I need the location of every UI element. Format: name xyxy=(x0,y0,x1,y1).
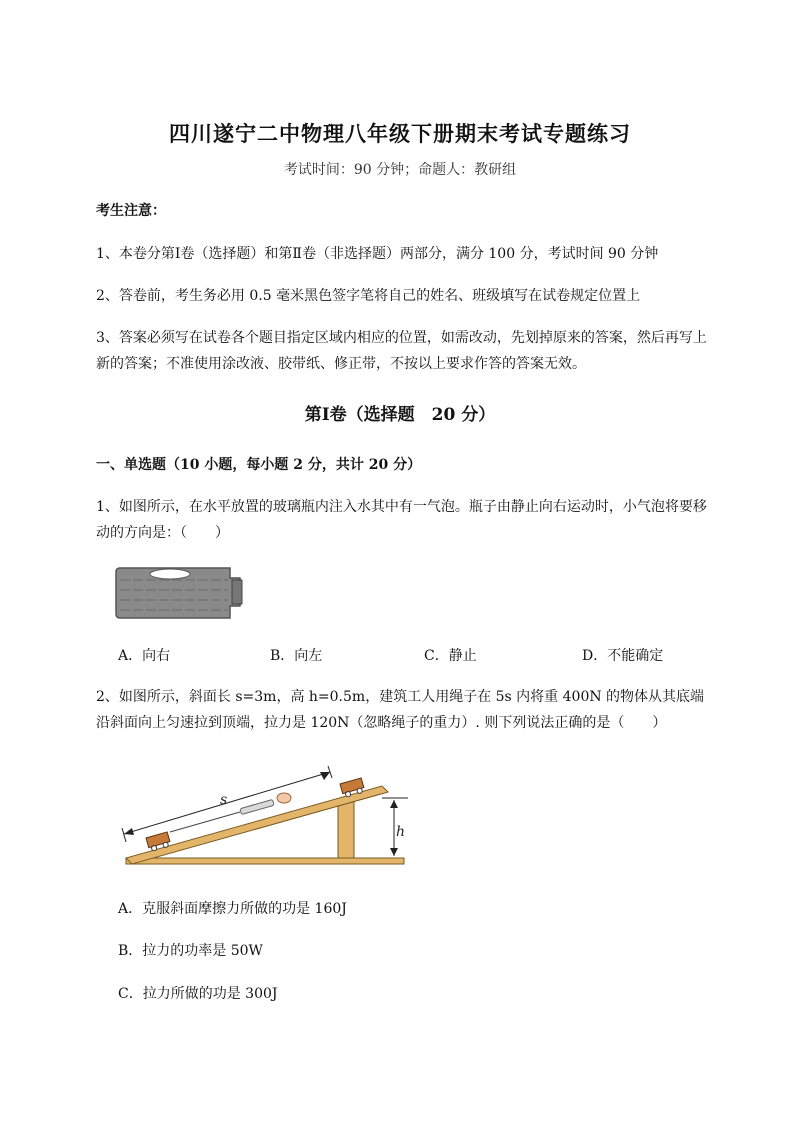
page-title: 四川遂宁二中物理八年级下册期末考试专题练习 xyxy=(169,121,631,146)
q2-option-b[interactable]: B．拉力的功率是 50W xyxy=(118,943,263,959)
label-h: h xyxy=(396,824,406,840)
question-2-text: 2、如图所示，斜面长 s=3m，高 h=0.5m，建筑工人用绳子在 5s 内将重 400N 的物体从其底端沿斜面向上匀速拉到顶端，拉力是 120N（忽略绳子的重力）. 则下列说法正确的是（ ） xyxy=(96,689,705,731)
notice-heading: 考生注意： xyxy=(96,203,166,219)
q2-option-a[interactable]: A．克服斜面摩擦力所做的功是 160J xyxy=(118,901,347,917)
q1-option-c[interactable]: C．静止 xyxy=(424,648,477,664)
q2-option-c[interactable]: C．拉力所做的功是 300J xyxy=(118,986,278,1002)
incline-figure xyxy=(112,758,412,870)
part-heading: 一、单选题（10 小题，每小题 2 分，共计 20 分） xyxy=(96,457,422,473)
notice-item-3: 3、答案必须写在试卷各个题目指定区域内相应的位置，如需改动，先划掉原来的答案，然后再写上新的答案；不准使用涂改液、胶带纸、修正带，不按以上要求作答的答案无效。 xyxy=(96,330,707,372)
question-1-text: 1、如图所示，在水平放置的玻璃瓶内注入水其中有一气泡。瓶子由静止向右运动时，小气泡将要移动的方向是：（ ） xyxy=(96,499,707,541)
label-s: s xyxy=(220,792,228,808)
notice-item-2: 2、答卷前，考生务必用 0.5 毫米黑色签字笔将自己的姓名、班级填写在试卷规定位置上 xyxy=(96,288,641,304)
q1-option-d[interactable]: D．不能确定 xyxy=(582,648,664,664)
bottle-figure xyxy=(112,562,252,626)
notice-item-1: 1、本卷分第Ⅰ卷（选择题）和第Ⅱ卷（非选择题）两部分，满分 100 分，考试时间 90 分钟 xyxy=(96,246,659,262)
exam-info: 考试时间：90 分钟；命题人：教研组 xyxy=(283,162,517,178)
section-title: 第Ⅰ卷（选择题 20 分） xyxy=(304,405,496,425)
q1-option-a[interactable]: A．向右 xyxy=(118,648,171,664)
q1-option-b[interactable]: B．向左 xyxy=(270,648,323,664)
